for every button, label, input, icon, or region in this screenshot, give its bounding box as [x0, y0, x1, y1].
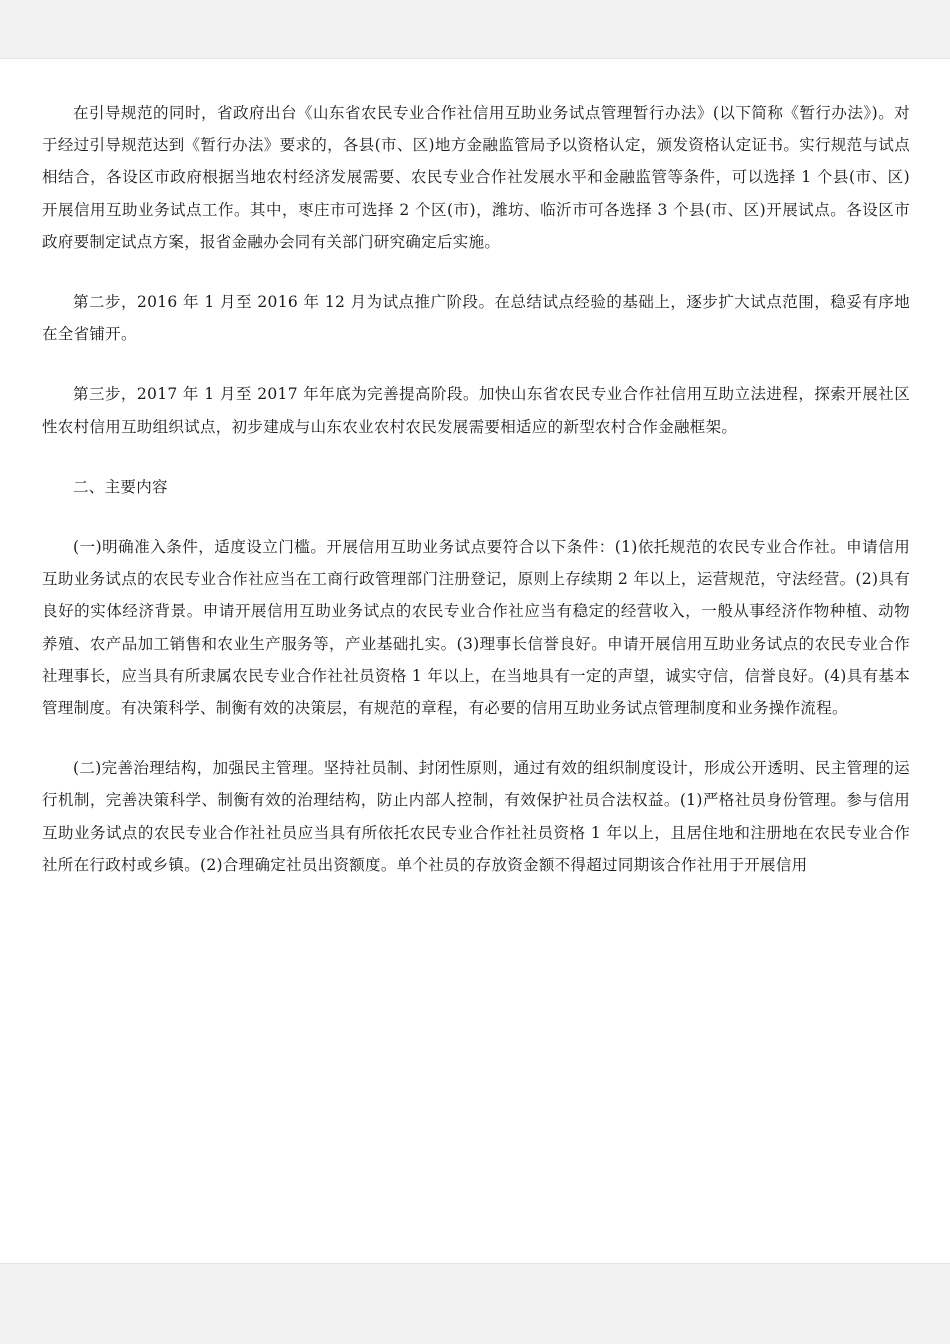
paragraph-gap	[42, 258, 910, 286]
paragraph-gap	[42, 724, 910, 752]
paragraph-gap	[42, 350, 910, 378]
paragraph-step-two: 第二步，2016 年 1 月至 2016 年 12 月为试点推广阶段。在总结试点经验的基础上，逐步扩大试点范围，稳妥有序地在全省铺开。	[42, 293, 910, 344]
paragraph-governance: (二)完善治理结构，加强民主管理。坚持社员制、封闭性原则，通过有效的组织制度设计，形成公开透明、民主管理的运行机制，完善决策科学、制衡有效的治理结构，防止内部人控制，有效保护社员合法权益。(1)严格社员身份管理。参与信用互助业务试点的农民专业合作社社员应当具有所依托农民专业合作社社员资格 1 年以上，且居住地和注册地在农民专业合作社所在行政村或乡镇。(2)合理确定社员出资额度。单个社员的存放资金额不得超过同期该合作社用于开展信用	[42, 759, 910, 874]
document-page	[0, 58, 950, 1264]
paragraph-pilot-rules: 在引导规范的同时，省政府出台《山东省农民专业合作社信用互助业务试点管理暂行办法》(以下简称《暂行办法》)。对于经过引导规范达到《暂行办法》要求的，各县(市、区)地方金融监管局予以资格认定，颁发资格认定证书。实行规范与试点相结合，各设区市政府根据当地农村经济发展需要、农民专业合作社发展水平和金融监管等条件，可以选择 1 个县(市、区)开展信用互助业务试点工作。其中，枣庄市可选择 2 个区(市)，潍坊、临沂市可各选择 3 个县(市、区)开展试点。各设区市政府要制定试点方案，报省金融办会同有关部门研究确定后实施。	[42, 104, 910, 251]
paragraph-gap	[42, 443, 910, 471]
section-heading-main-content: 二、主要内容	[73, 477, 168, 496]
paragraph-step-three: 第三步，2017 年 1 月至 2017 年年底为完善提高阶段。加快山东省农民专业合作社信用互助立法进程，探索开展社区性农村信用互助组织试点，初步建成与山东农业农村农民发展需要相适应的新型农村合作金融框架。	[42, 385, 910, 436]
paragraph-gap	[42, 503, 910, 531]
paragraph-entry-conditions: (一)明确准入条件，适度设立门槛。开展信用互助业务试点要符合以下条件：(1)依托规范的农民专业合作社。申请信用互助业务试点的农民专业合作社应当在工商行政管理部门注册登记，原则上存续期 2 年以上，运营规范，守法经营。(2)具有良好的实体经济背景。申请开展信用互助业务试点的农民专业合作社应当有稳定的经营收入，一般从事经济作物种植、动物养殖、农产品加工销售和农业生产服务等，产业基础扎实。(3)理事长信誉良好。申请开展信用互助业务试点的农民专业合作社理事长，应当具有所隶属农民专业合作社社员资格 1 年以上，在当地具有一定的声望，诚实守信，信誉良好。(4)具有基本管理制度。有决策科学、制衡有效的决策层，有规范的章程，有必要的信用互助业务试点管理制度和业务操作流程。	[42, 538, 910, 718]
document-body	[42, 97, 910, 881]
